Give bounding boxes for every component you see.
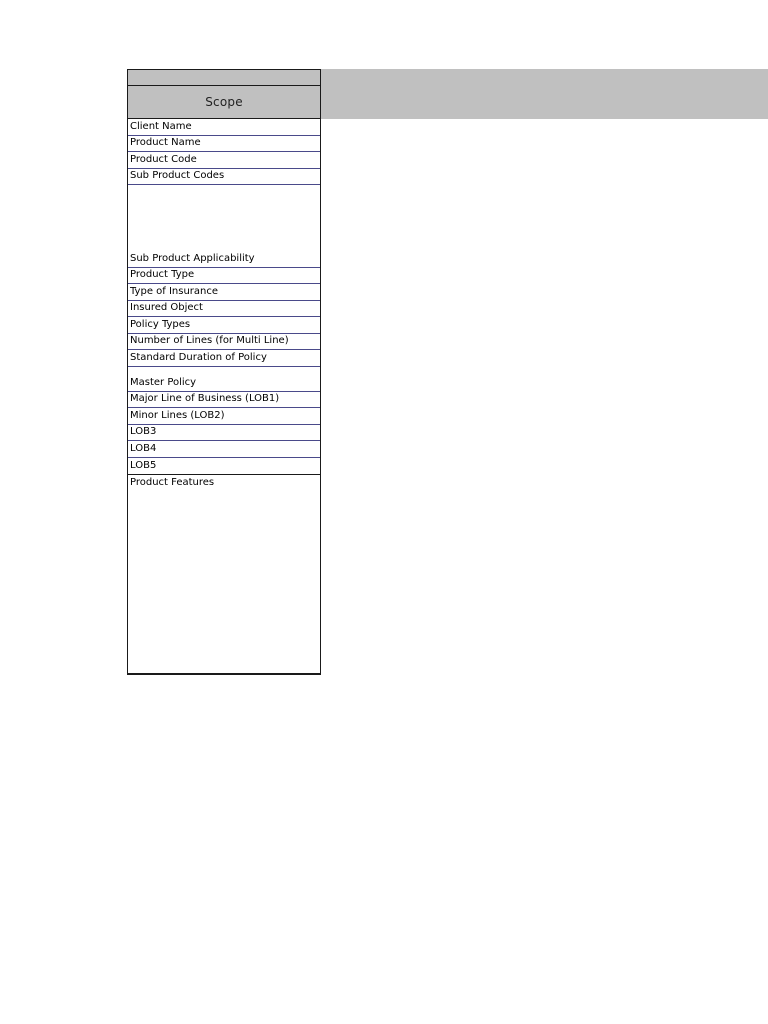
row-label: Number of Lines (for Multi Line) [130,335,289,346]
row-label: Product Code [130,154,197,165]
table-row [128,317,320,334]
scope-rows [128,119,320,674]
row-label: Product Name [130,137,201,148]
row-label: Major Line of Business (LOB1) [130,393,280,404]
table-row [128,185,320,268]
table-row [128,441,320,458]
table-row [128,408,320,425]
table-row [128,136,320,152]
table-row [128,392,320,408]
row-label: LOB5 [130,460,157,471]
table-row [128,169,320,185]
scope-header: Scope [128,86,320,119]
table-row [128,425,320,441]
row-label: Policy Types [130,319,191,330]
row-label: LOB3 [130,426,157,437]
row-label: Insured Object [130,302,203,313]
row-label: Master Policy [130,377,197,388]
row-label: Sub Product Applicability [130,253,255,264]
row-label: LOB4 [130,443,157,454]
table-row [128,284,320,301]
table-row [128,268,320,284]
row-label: Minor Lines (LOB2) [130,410,225,421]
row-label: Product Features [130,477,215,488]
table-row [128,152,320,169]
table-row [128,119,320,136]
table-row [128,350,320,367]
row-label: Type of Insurance [130,286,219,297]
table-row [128,458,320,474]
table-row [128,474,320,674]
header-band [320,69,768,119]
row-label: Client Name [130,121,192,132]
row-label: Standard Duration of Policy [130,352,267,363]
table-row [128,334,320,350]
row-label: Sub Product Codes [130,170,225,181]
scope-table [127,69,321,675]
table-row [128,301,320,317]
table-row [128,367,320,392]
row-label: Product Type [130,269,195,280]
table-top-strip [128,70,320,86]
